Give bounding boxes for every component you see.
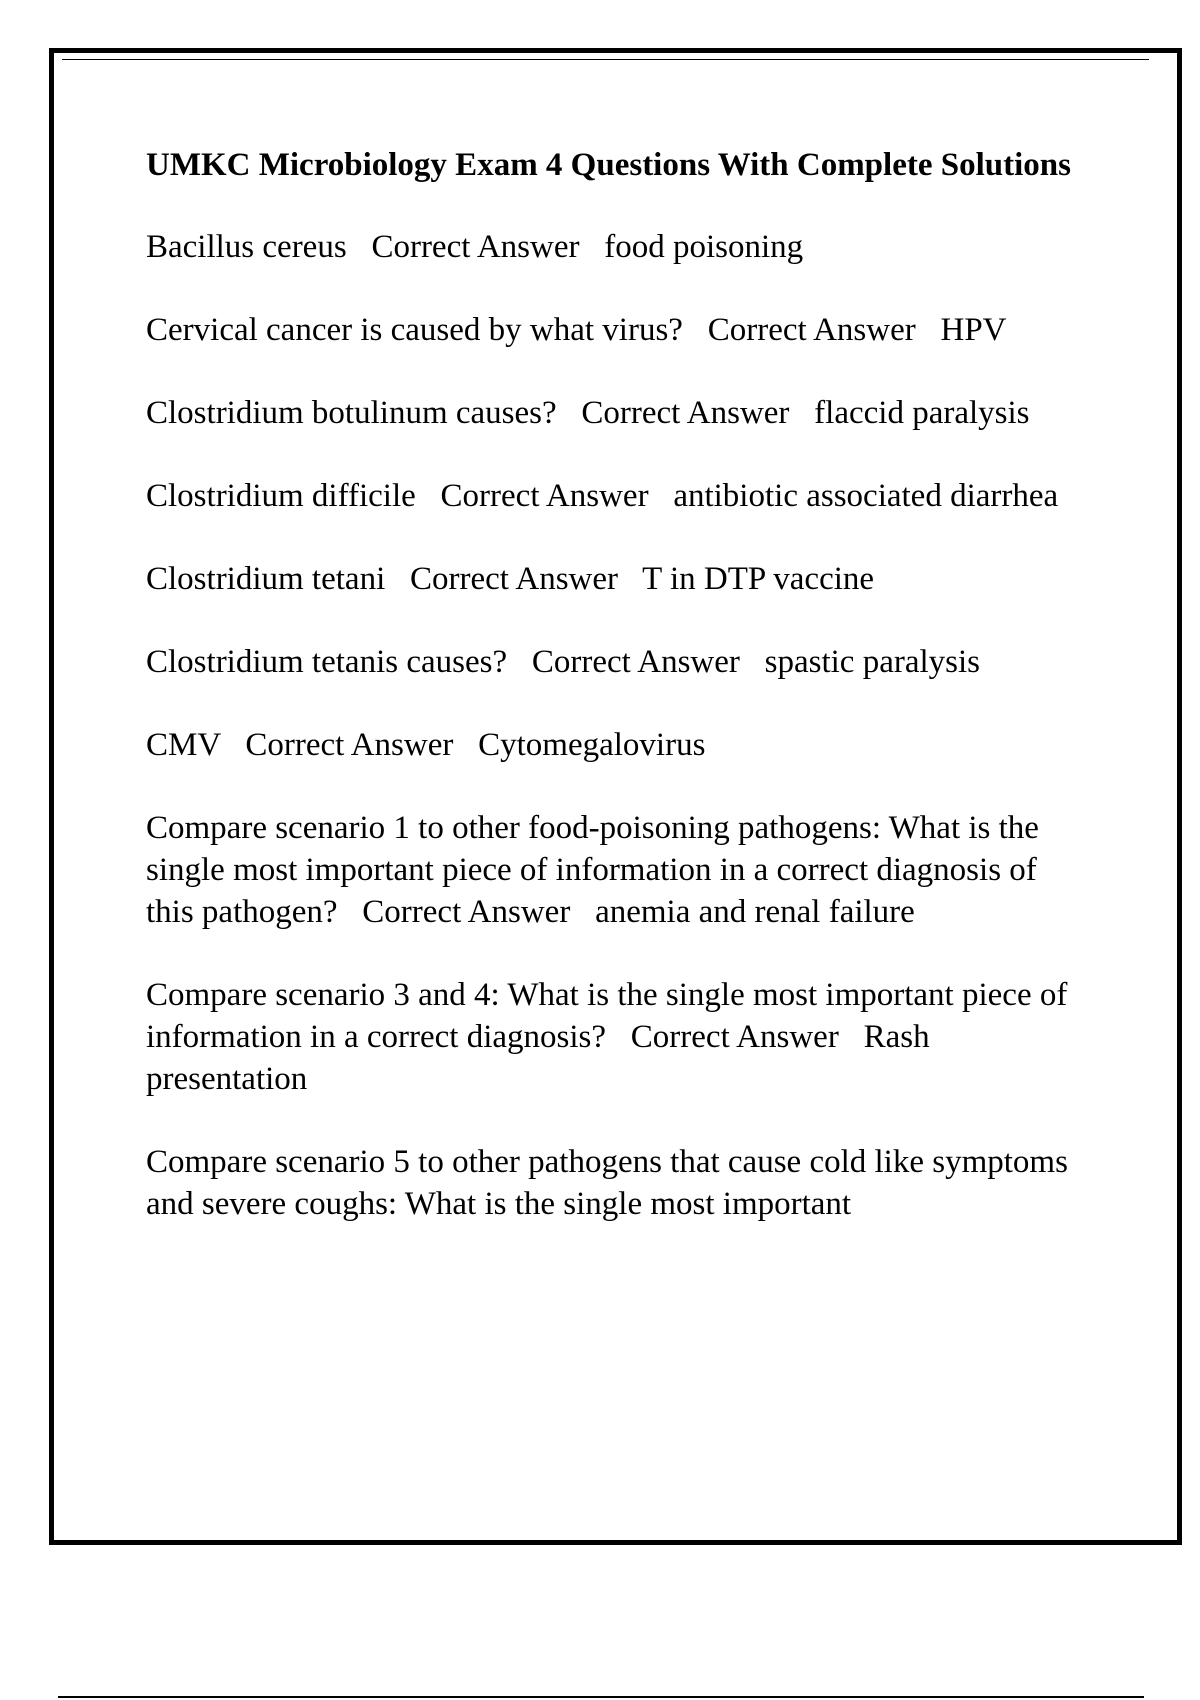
answer-text: Rash presentation (146, 1019, 930, 1097)
top-rule (62, 59, 1149, 60)
question-text: Compare scenario 1 to other food-poisoning pathogens: What is the single most important piece of information in a correct diagnosis of this pathogen? (146, 810, 1039, 930)
answer-text: T in DTP vaccine (642, 561, 875, 597)
answer-label: Correct Answer (707, 312, 916, 348)
qa-item (146, 1141, 1091, 1225)
question-text: Clostridium difficile (146, 478, 416, 514)
question-text: Clostridium botulinum causes? (146, 395, 557, 431)
answer-label: Correct Answer (531, 644, 740, 680)
qa-item (146, 309, 1091, 351)
answer-label: Correct Answer (362, 894, 571, 930)
qa-item (146, 226, 1091, 268)
answer-text: Cytomegalovirus (478, 727, 706, 763)
document-body (146, 144, 1091, 1266)
qa-item (146, 724, 1091, 766)
question-text: Clostridium tetani (146, 561, 386, 597)
qa-item (146, 475, 1091, 517)
answer-label: Correct Answer (409, 561, 619, 597)
answer-label: Correct Answer (440, 478, 649, 514)
answer-text: spastic paralysis (764, 644, 981, 680)
answer-text: anemia and renal failure (595, 894, 915, 930)
qa-item (146, 392, 1091, 434)
question-text: Bacillus cereus (146, 229, 347, 265)
qa-item (146, 807, 1091, 933)
question-text: Cervical cancer is caused by what virus? (146, 312, 683, 348)
answer-label: Correct Answer (245, 727, 454, 763)
answer-label: Correct Answer (371, 229, 580, 265)
answer-label: Correct Answer (630, 1019, 839, 1055)
qa-item (146, 974, 1091, 1100)
qa-item (146, 558, 1091, 600)
question-text: Clostridium tetanis causes? (146, 644, 508, 680)
answer-label: Correct Answer (581, 395, 790, 431)
question-text: CMV (146, 727, 221, 763)
bottom-rule (58, 1696, 1144, 1698)
question-text: Compare scenario 3 and 4: What is the single most important piece of information in a correct diagnosis? (146, 977, 1068, 1055)
answer-text: food poisoning (604, 229, 804, 265)
question-text: Compare scenario 5 to other pathogens that cause cold like symptoms and severe coughs: What is the single most important (146, 1144, 1068, 1222)
document-title: UMKC Microbiology Exam 4 Questions With Complete Solutions (146, 147, 1071, 183)
qa-item (146, 641, 1091, 683)
answer-text: flaccid paralysis (814, 395, 1030, 431)
answer-text: HPV (940, 312, 1007, 348)
answer-text: antibiotic associated diarrhea (673, 478, 1059, 514)
